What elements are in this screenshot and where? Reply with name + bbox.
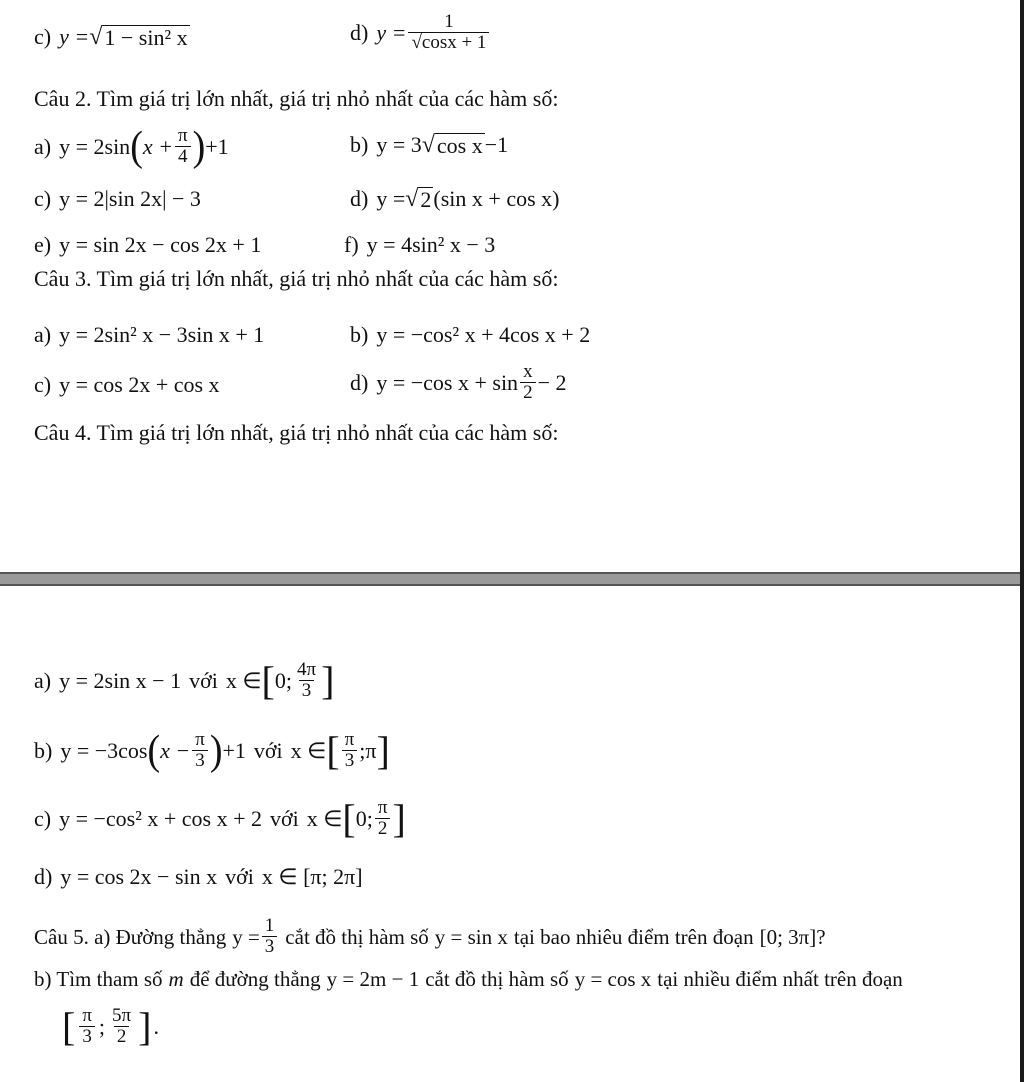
dom: x ∈ bbox=[225, 667, 262, 693]
formula: y = sin 2x − cos 2x + 1 bbox=[59, 232, 262, 257]
page-divider bbox=[0, 572, 1020, 586]
page-right-border bbox=[1020, 0, 1024, 1082]
radicand: cos x bbox=[436, 132, 483, 158]
exercise-c2b bbox=[350, 132, 508, 158]
cau3-title: Câu 3. Tìm giá trị lớn nhất, giá trị nhỏ nhất của các hàm số: bbox=[34, 266, 559, 291]
voi: với bbox=[225, 864, 254, 889]
cau2-title: Câu 2. Tìm giá trị lớn nhất, giá trị nhỏ nhất của các hàm số: bbox=[34, 86, 559, 111]
label: a) bbox=[34, 322, 52, 347]
formula: y = 2sin x − 1 bbox=[59, 667, 182, 693]
lead: y = 2sin bbox=[59, 133, 131, 159]
numerator: 5π bbox=[112, 1005, 132, 1026]
label: c) bbox=[34, 372, 52, 397]
exercise-c2c bbox=[34, 186, 201, 212]
interval: [0; 3π]? bbox=[759, 924, 826, 949]
exercise-c4a bbox=[34, 657, 335, 703]
denominator: 3 bbox=[262, 936, 278, 957]
tail: tại bao nhiêu điểm trên đoạn bbox=[513, 924, 754, 949]
exercise-c3c bbox=[34, 372, 220, 398]
exercise-c2e bbox=[34, 232, 261, 258]
label: c) bbox=[34, 186, 52, 211]
lead: y = bbox=[376, 19, 407, 45]
exercise-c3a bbox=[34, 322, 264, 348]
fraction bbox=[408, 12, 489, 53]
lead: y = bbox=[59, 24, 90, 49]
tail: tại nhiều điểm nhất trên đoạn bbox=[657, 967, 903, 991]
param: m bbox=[168, 967, 184, 991]
label: d) bbox=[350, 19, 369, 45]
formula: y = −cos² x + cos x + 2 bbox=[59, 805, 262, 831]
cau4-title: Câu 4. Tìm giá trị lớn nhất, giá trị nhỏ nhất của các hàm số: bbox=[34, 420, 559, 445]
dom: x ∈ bbox=[290, 737, 327, 763]
voi: với bbox=[269, 805, 299, 831]
exercise-c1 bbox=[34, 24, 190, 50]
denominator: 2 bbox=[114, 1026, 130, 1047]
formula: y = 2|sin 2x| − 3 bbox=[59, 186, 201, 211]
function: y = cos x bbox=[574, 967, 652, 991]
label: d) bbox=[34, 864, 53, 889]
formula: y = 2sin² x − 3sin x + 1 bbox=[59, 322, 265, 347]
denominator: √cosx + 1 bbox=[408, 32, 489, 53]
den-text: cosx + 1 bbox=[421, 32, 487, 53]
formula bbox=[376, 12, 491, 53]
line-eq: y = 2m − 1 bbox=[326, 967, 420, 991]
formula: y = √ 2 (sin x + cos x) bbox=[376, 185, 560, 212]
formula: y = 4sin² x − 3 bbox=[366, 232, 496, 257]
tail: −1 bbox=[484, 132, 509, 157]
label: b) bbox=[34, 737, 53, 763]
exercise-c2a bbox=[34, 123, 229, 170]
lead: y = −cos x + sin bbox=[376, 369, 519, 395]
fraction bbox=[175, 126, 191, 167]
exercise-c3d bbox=[350, 362, 566, 403]
formula: y = 3 √ cos x −1 bbox=[376, 131, 509, 158]
radicand: 2 bbox=[420, 186, 432, 212]
formula: y = −3cos ( x − $\frac{\pi}{3}$ ) +1 bbox=[60, 727, 246, 774]
numerator: 1 bbox=[264, 915, 275, 936]
label: b) bbox=[350, 322, 369, 347]
domain: x ∈ [ 0; $\frac{4\pi}{3}$ ] bbox=[225, 657, 335, 703]
label: c) bbox=[34, 805, 52, 831]
numerator: x bbox=[523, 361, 533, 382]
numerator: 4π bbox=[296, 659, 317, 680]
label: f) bbox=[344, 232, 359, 257]
start: 0; bbox=[274, 667, 292, 693]
tail: +1 bbox=[222, 737, 246, 763]
end: ;π bbox=[359, 737, 377, 763]
exercise-c4d bbox=[34, 864, 363, 890]
dom: x ∈ bbox=[306, 805, 343, 831]
formula bbox=[376, 362, 566, 403]
formula: y = 2sin ( x + $\frac{\pi}{4}$ ) +1 bbox=[59, 123, 229, 170]
tail: +1 bbox=[205, 133, 229, 159]
lead: y = bbox=[376, 186, 406, 211]
numerator: 1 bbox=[444, 11, 454, 32]
tail: (sin x + cos x) bbox=[433, 186, 560, 211]
mid: cắt đồ thị hàm số bbox=[285, 924, 429, 949]
label: a) bbox=[34, 133, 52, 159]
lead: y = −3cos bbox=[60, 737, 148, 763]
exercise-c4b bbox=[34, 727, 390, 774]
exercise-d1 bbox=[350, 12, 491, 53]
numerator: π bbox=[377, 797, 388, 818]
denominator: 3 bbox=[79, 1026, 95, 1047]
function: y = sin x bbox=[434, 924, 508, 949]
exercise-c5b bbox=[34, 966, 903, 992]
denominator: 4 bbox=[175, 146, 191, 167]
exercise-c5b-interval: [ $\frac{\pi}{3}$ ; $\frac{5\pi}{2}$ ] . bbox=[62, 1003, 159, 1049]
denominator: 2 bbox=[520, 382, 536, 403]
exercise-c3b bbox=[350, 322, 590, 348]
inner: x + bbox=[142, 133, 173, 159]
label: d) bbox=[350, 186, 369, 211]
inner: x − bbox=[160, 737, 191, 763]
domain: x ∈ [ 0; $\frac{\pi}{2}$ ] bbox=[306, 795, 406, 841]
exercise-c4c bbox=[34, 795, 406, 841]
radicand: 1 − sin² x bbox=[104, 24, 188, 50]
label: e) bbox=[34, 232, 52, 257]
lead: y = 3 bbox=[376, 132, 422, 157]
exercise-c5a bbox=[34, 916, 826, 957]
sqrt: √ 1 − sin² x bbox=[89, 23, 188, 50]
formula: y = cos 2x + cos x bbox=[59, 372, 220, 397]
start: 0; bbox=[355, 805, 373, 831]
label: b) Tìm tham số bbox=[34, 967, 163, 991]
domain: x ∈ [ $\frac{\pi}{3}$ ;π ] bbox=[290, 727, 390, 773]
numerator: π bbox=[344, 729, 355, 750]
label: c) bbox=[34, 24, 52, 49]
domain: x ∈ [π; 2π] bbox=[261, 864, 363, 889]
mid2: cắt đồ thị hàm số bbox=[425, 967, 569, 991]
label: Câu 5. a) Đường thẳng bbox=[34, 924, 227, 949]
formula: y = −cos² x + 4cos x + 2 bbox=[376, 322, 591, 347]
denominator: 2 bbox=[375, 818, 391, 839]
exercise-c2f bbox=[344, 232, 495, 258]
numerator: π bbox=[82, 1005, 92, 1026]
exercise-c2d bbox=[350, 186, 559, 212]
label: d) bbox=[350, 369, 369, 395]
voi: với bbox=[253, 737, 283, 763]
tail: − 2 bbox=[537, 369, 567, 395]
label: b) bbox=[350, 132, 369, 157]
numerator: π bbox=[195, 729, 205, 750]
denominator: 3 bbox=[299, 680, 315, 701]
formula bbox=[59, 24, 189, 50]
end: . bbox=[153, 1013, 159, 1039]
denominator: 3 bbox=[342, 750, 358, 771]
lead: y = bbox=[232, 924, 260, 949]
denominator: 3 bbox=[192, 750, 208, 771]
mid1: để đường thẳng bbox=[189, 967, 321, 991]
numerator: π bbox=[177, 125, 188, 146]
line-eq bbox=[232, 916, 279, 957]
label: a) bbox=[34, 667, 52, 693]
formula: y = cos 2x − sin x bbox=[60, 864, 218, 889]
voi: với bbox=[189, 667, 218, 693]
